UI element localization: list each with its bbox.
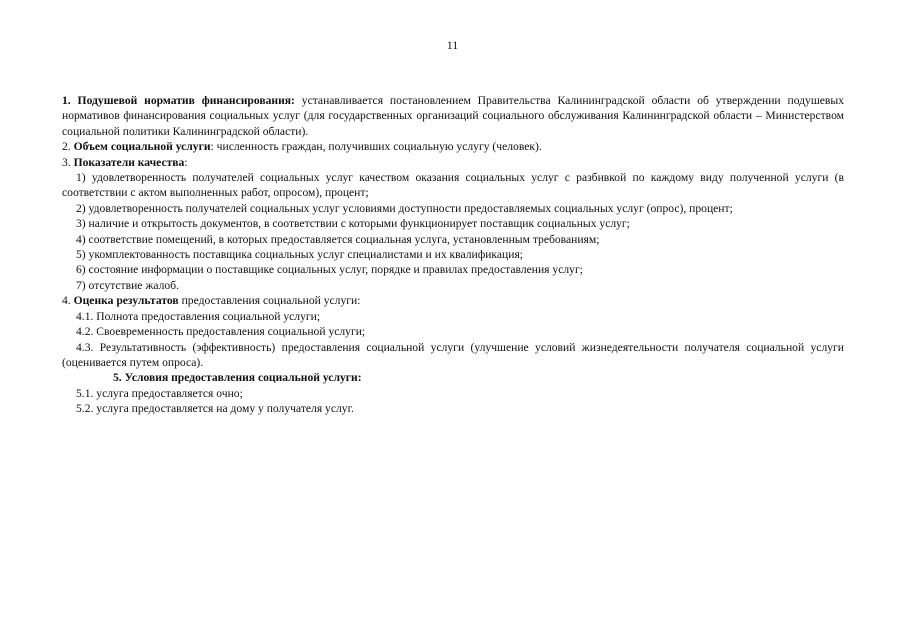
quality-indicator-item: 2) удовлетворенность получателей социальных услуг условиями доступности предоставляемых социальных услуг (опрос), процент; <box>76 201 733 215</box>
condition-item: 5.2. услуга предоставляется на дому у получателя услуг. <box>76 402 354 416</box>
section-2-text: : численность граждан, получивших социальную услугу (человек). <box>210 140 542 154</box>
page-number: 11 <box>446 38 459 52</box>
section-4-label: Оценка результатов <box>73 294 179 308</box>
section-3-paragraph <box>62 155 844 170</box>
result-assessment-item: 4.1. Полнота предоставления социальной услуги; <box>76 309 321 323</box>
result-assessment-item: 4.3. Результативность (эффективность) предоставления социальной услуги (улучшение условий жизнедеятельности получателя социальной услуги (оценивается путем опроса). <box>62 340 844 369</box>
section-3-text: : <box>184 155 188 169</box>
quality-indicator-item: 5) укомплектованность поставщика социальных услуг специалистами и их квалификация; <box>76 248 523 262</box>
quality-indicator-item: 7) отсутствие жалоб. <box>76 278 179 292</box>
section-4-paragraph <box>62 293 844 308</box>
section-2-paragraph <box>62 139 844 154</box>
result-assessment-item: 4.2. Своевременность предоставления социальной услуги; <box>76 325 366 339</box>
quality-indicator-item: 4) соответствие помещений, в которых предоставляется социальная услуга, установленным требованиям; <box>76 232 600 246</box>
section-2-label: Объем социальной услуги <box>73 140 211 154</box>
section-4-text: предоставления социальной услуги: <box>178 294 361 308</box>
section-1-text: устанавливается постановлением Правительства Калининградской области об утверждении подушевых нормативов финансирования социальных услуг (для государственных организаций социального обслуживания Калининградской области – Министерством социальной политики Калининградской области). <box>62 94 844 138</box>
section-3-label: Показатели качества <box>73 155 185 169</box>
document-body <box>62 93 844 417</box>
section-3-number: 3. <box>62 155 74 169</box>
quality-indicator-item: 1) удовлетворенность получателей социальных услуг качеством оказания социальных услуг с разбивкой по каждому виду полученной услуги (в соответствии с актом выполненных работ, опросом), процент; <box>62 171 844 200</box>
quality-indicator-item: 6) состояние информации о поставщике социальных услуг, порядке и правилах предоставления услуг; <box>76 263 583 277</box>
section-1-label: 1. Подушевой норматив финансирования: <box>62 94 295 107</box>
section-2-number: 2. <box>62 140 74 154</box>
quality-indicator-item: 3) наличие и открытость документов, в соответствии с которыми функционирует поставщик социальных услуг; <box>76 217 630 231</box>
section-4-number: 4. <box>62 294 74 308</box>
condition-item: 5.1. услуга предоставляется очно; <box>76 386 243 400</box>
section-1-paragraph <box>62 93 844 139</box>
section-5-heading <box>62 370 844 385</box>
section-5-heading-text: 5. Условия предоставления социальной услуги: <box>113 371 362 385</box>
